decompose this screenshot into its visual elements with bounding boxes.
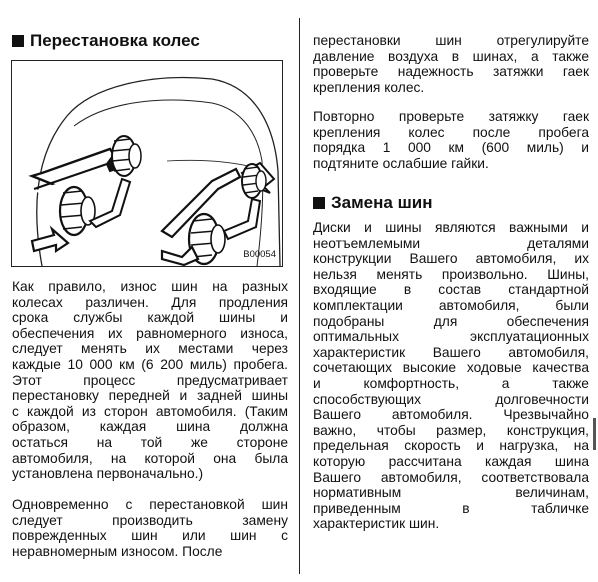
page-edge-marker (593, 418, 596, 450)
text-line: автомобиля, на которой она была (12, 450, 288, 466)
text-line: порядка 1 000 км (600 миль) и (313, 140, 589, 156)
section-heading-tire-rotation (12, 31, 200, 51)
text-line: нельзя менять произвольно. Шины, (313, 266, 589, 282)
text-line: характеристик шин. (313, 516, 440, 532)
text-line: следует производить замену (12, 512, 288, 528)
text-line: и комфортность, а также (313, 375, 589, 391)
text-line: с каждой из сторон автомобиля. (Таким (12, 403, 288, 419)
text-line: сочетающих высокие ходовые качества (313, 360, 589, 376)
text-line: Повторно проверьте затяжку гаек (313, 109, 589, 124)
car-rotation-diagram (12, 61, 284, 268)
column-divider (299, 18, 300, 574)
text-line: важно, чтобы размер, конструкция, (313, 422, 589, 438)
text-line: комплектации автомобиля, были (313, 297, 589, 313)
text-line: нормативным величинам, (313, 485, 589, 501)
text-line: которую рассчитана каждая шина (313, 453, 589, 469)
heading-text: Замена шин (331, 193, 433, 212)
text-line: крепления колес. (313, 79, 425, 95)
left-paragraph-1 (12, 279, 288, 482)
left-paragraph-2 (12, 497, 288, 559)
text-line: предельная скорость и нагрузка, на (313, 438, 589, 454)
text-line: способствующих долговечности (313, 391, 589, 407)
text-line: Диски и шины являются важными и (313, 220, 589, 235)
text-line: Вашего автомобиля. Чрезвычайно (313, 407, 589, 423)
heading-square-icon (313, 197, 325, 209)
text-line: перестановки шин отрегулируйте (313, 33, 589, 48)
text-line: каждые 10 000 км (6 200 миль) пробега. (12, 356, 288, 372)
text-line: установлена первоначально.) (12, 466, 204, 482)
text-line: подтяните ослабшие гайки. (313, 155, 489, 171)
text-line: Этот процесс предусматривает (12, 372, 288, 388)
right-paragraph-1 (313, 33, 589, 95)
text-line: обеспечения их равномерного износа, (12, 325, 288, 341)
text-line: проверьте надежность затяжки гаек (313, 64, 589, 80)
text-line: оптимальных эксплуатационных (313, 329, 589, 345)
text-line: приведенным в табличке (313, 500, 589, 516)
text-line: следует менять их местами через (12, 341, 288, 357)
text-line: входящие в состав стандартной (313, 282, 589, 298)
right-paragraph-3 (313, 220, 589, 532)
text-line: остаться на той же стороне (12, 434, 288, 450)
section-heading-tire-replacement (313, 193, 432, 213)
text-line: конструкции Вашего автомобиля, их (313, 251, 589, 267)
text-line: перестановку передней и задней шины (12, 388, 288, 404)
text-line: Вашего автомобиля, соответствовала (313, 469, 589, 485)
text-line: неотъемлемыми деталями (313, 235, 589, 251)
text-line: образом, каждая шина должна (12, 419, 288, 435)
text-line: крепления колес после пробега (313, 124, 589, 140)
text-line: срока службы каждой шины и (12, 310, 288, 326)
text-line: давление воздуха в шинах, а также (313, 48, 589, 64)
figure-code: B00054 (243, 249, 276, 260)
text-line: подобраны для обеспечения (313, 313, 589, 329)
text-line: неравномерным износом. После (12, 543, 223, 559)
right-paragraph-2 (313, 109, 589, 171)
tire-rotation-figure (11, 60, 283, 267)
text-line: Одновременно с перестановкой шин (12, 497, 288, 512)
text-line: колесах различен. Для продления (12, 294, 288, 310)
text-line: характеристик Вашего автомобиля, (313, 344, 589, 360)
heading-text: Перестановка колес (30, 31, 200, 50)
text-line: Как правило, износ шин на разных (12, 279, 288, 294)
heading-square-icon (12, 35, 24, 47)
text-line: поврежденных шин или шин с (12, 528, 288, 544)
